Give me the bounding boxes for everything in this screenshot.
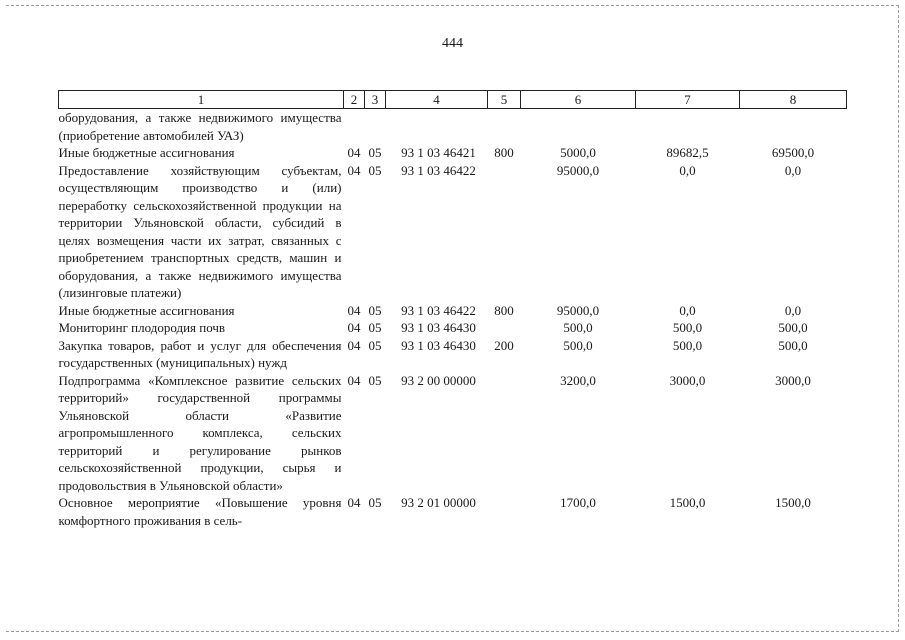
page-border-right [898,5,899,632]
row-target-code: 93 1 03 46422 [401,302,476,318]
header-col-3: 3 [365,91,386,109]
row-name: Иные бюджетные ассигнования [58,145,235,160]
row-value-col8: 1500,0 [775,495,811,510]
row-subsection: 05 [368,320,382,335]
row-section: 04 [347,162,361,178]
row-value-col6: 3200,0 [560,372,596,388]
table-row [59,372,847,495]
row-name: Мониторинг плодородия почв [58,320,226,335]
table-row [59,109,847,145]
page-border-top [6,5,899,6]
row-section [344,109,365,145]
row-expense-type [488,109,521,145]
header-col-8: 8 [740,91,847,109]
table-row [59,494,847,529]
header-col-1: 1 [59,91,344,109]
row-value-col6: 95000,0 [556,302,600,318]
row-section: 04 [347,302,361,318]
row-value-col7: 500,0 [672,320,703,335]
row-name: Иные бюджетные ассигнования [58,302,235,318]
row-value-col8: 0,0 [784,302,802,318]
table-row [59,337,847,372]
table-row [59,319,847,337]
row-value-col7: 89682,5 [666,145,709,160]
row-value-col8: 69500,0 [771,145,815,160]
row-subsection [365,109,386,145]
row-target-code: 93 1 03 46421 [401,145,476,160]
row-value-col6: 95000,0 [556,162,600,178]
row-target-code: 93 2 01 00000 [401,495,476,510]
row-target-code: 93 1 03 46430 [401,337,476,353]
row-value-col7: 1500,0 [669,495,706,510]
row-target-code: 93 1 03 46422 [401,162,476,178]
header-col-2: 2 [344,91,365,109]
row-section: 04 [347,320,361,335]
row-value-col7: 500,0 [672,337,703,353]
row-section: 04 [347,337,361,353]
row-section: 04 [347,495,361,510]
table-body [59,109,847,530]
row-section: 04 [347,145,361,160]
row-value-col7: 0,0 [679,302,696,318]
row-name: Подпрограмма «Комплексное развитие сельских территорий» государственной программы Ульяновской области «Развитие агропромышленного комплекса, сельских территорий и регулирование рынков сельскохозяйственной продукции, сырья и продовольствия в Ульяновской области» [58,372,342,493]
row-subsection: 05 [368,302,382,318]
row-expense-type [488,319,521,337]
row-value-col8 [740,109,847,145]
row-value-col6: 1700,0 [560,495,596,510]
row-value-col6 [521,109,636,145]
row-expense-type: 800 [494,302,514,318]
row-name: оборудования, а также недвижимого имущества (приобретение автомобилей УАЗ) [58,110,342,143]
row-subsection: 05 [368,372,382,388]
row-section: 04 [347,372,361,388]
page-number: 444 [442,36,463,51]
row-value-col7 [636,109,740,145]
row-expense-type: 800 [494,145,514,160]
row-subsection: 05 [368,495,382,510]
row-subsection: 05 [368,145,382,160]
row-name: Основное мероприятие «Повышение уровня комфортного проживания в сель- [58,495,342,528]
row-subsection: 05 [368,337,382,353]
table-row [59,302,847,320]
table-header [59,91,847,109]
row-subsection: 05 [368,162,382,178]
row-value-col6: 500,0 [563,337,593,353]
row-expense-type [488,372,521,495]
row-expense-type: 200 [494,337,514,353]
row-target-code [386,109,488,145]
row-value-col8: 500,0 [778,337,808,353]
row-value-col8: 500,0 [778,320,808,335]
page-border-bottom [6,631,899,632]
table-row [59,144,847,162]
row-value-col7: 3000,0 [669,372,706,388]
header-col-5: 5 [488,91,521,109]
table-row [59,162,847,302]
row-value-col7: 0,0 [679,162,696,178]
row-value-col8: 3000,0 [775,372,811,388]
row-value-col6: 500,0 [563,320,593,335]
row-value-col8: 0,0 [784,162,802,178]
row-value-col6: 5000,0 [560,145,596,160]
row-target-code: 93 2 00 00000 [401,372,476,388]
header-col-6: 6 [521,91,636,109]
budget-table [58,90,847,529]
header-col-7: 7 [636,91,740,109]
header-col-4: 4 [386,91,488,109]
row-expense-type [488,162,521,302]
row-name: Предоставление хозяйствующим субъектам, осуществляющим производство и (или) переработку сельскохозяйственной продукции на территории Ульяновской области, субсидий в целях возмещения части их затрат, связанных с приобретением транспортных средств, машин и оборудования, а также недвижимого имущества (лизинговые платежи) [58,162,342,300]
header-row [59,91,847,109]
row-target-code: 93 1 03 46430 [401,320,476,335]
row-expense-type [488,494,521,529]
row-name: Закупка товаров, работ и услуг для обеспечения государственных (муниципальных) нужд [58,337,342,370]
